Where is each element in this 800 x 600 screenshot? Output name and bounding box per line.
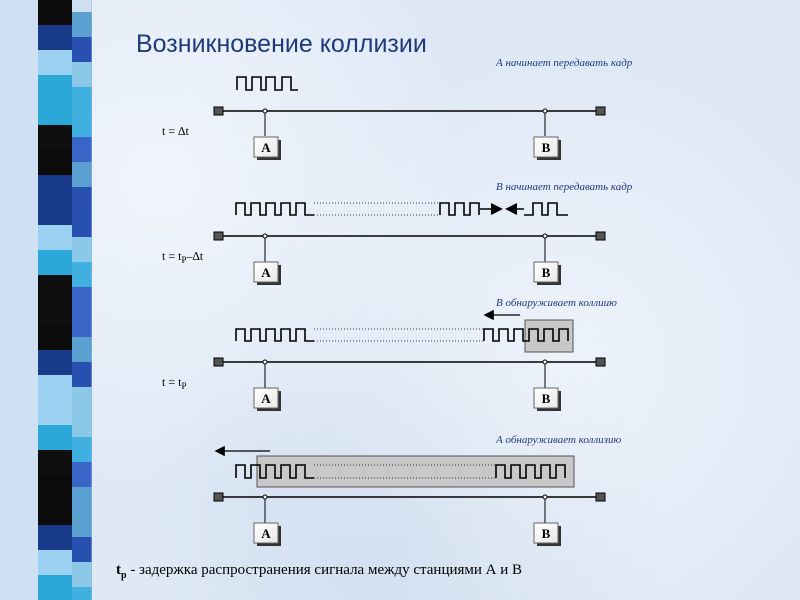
bus-terminator-right — [596, 358, 605, 366]
station-label: B — [541, 140, 551, 155]
station-label: B — [541, 391, 551, 406]
station-b — [534, 262, 561, 285]
tap-node-a — [263, 495, 267, 499]
tap-node-b — [543, 109, 547, 113]
tap-node-a — [263, 234, 267, 238]
tap-node-a — [263, 109, 267, 113]
row-1 — [162, 57, 633, 160]
time-label: t = ∆t — [162, 124, 189, 138]
station-label: A — [261, 265, 271, 280]
collision-box — [525, 320, 573, 352]
station-a — [254, 388, 281, 411]
signal-a — [236, 203, 314, 215]
station-label: B — [541, 265, 551, 280]
bus-terminator-left — [214, 232, 223, 240]
station-a — [254, 523, 281, 546]
row-1-caption: А начинает передавать кадр — [496, 57, 633, 69]
station-label: A — [261, 140, 271, 155]
signal-a-front — [440, 203, 479, 215]
signal-b — [524, 203, 568, 215]
row-2 — [162, 181, 633, 285]
signal-a — [237, 77, 298, 90]
footnote: $t_p$ - задержка распространения сигнала между станциями А и В — [116, 562, 523, 581]
station-a — [254, 137, 281, 160]
bus-terminator-left — [214, 107, 223, 115]
page-title: Возникновение коллизии — [136, 30, 427, 58]
station-label: A — [261, 526, 271, 541]
row-2-caption: В начинает передавать кадр — [496, 181, 633, 193]
station-a — [254, 262, 281, 285]
time-label: $t = t_P-\Delta t$ — [162, 249, 204, 265]
time-label: $t = t_P$ — [162, 375, 187, 391]
signal-a — [236, 329, 314, 341]
tap-node-b — [543, 495, 547, 499]
tap-node-b — [543, 234, 547, 238]
bus-terminator-right — [596, 232, 605, 240]
tap-node-a — [263, 360, 267, 364]
bus-terminator-left — [214, 358, 223, 366]
station-label: B — [541, 526, 551, 541]
bus-terminator-right — [596, 107, 605, 115]
station-b — [534, 137, 561, 160]
row-4-caption: А обнаруживает коллизию — [496, 434, 622, 446]
station-label: A — [261, 391, 271, 406]
bus-terminator-left — [214, 493, 223, 501]
row-4 — [214, 434, 621, 546]
station-b — [534, 388, 561, 411]
row-3-caption: В обнаруживает коллиию — [496, 297, 617, 309]
row-3 — [162, 297, 617, 411]
tap-node-b — [543, 360, 547, 364]
bus-terminator-right — [596, 493, 605, 501]
station-b — [534, 523, 561, 546]
